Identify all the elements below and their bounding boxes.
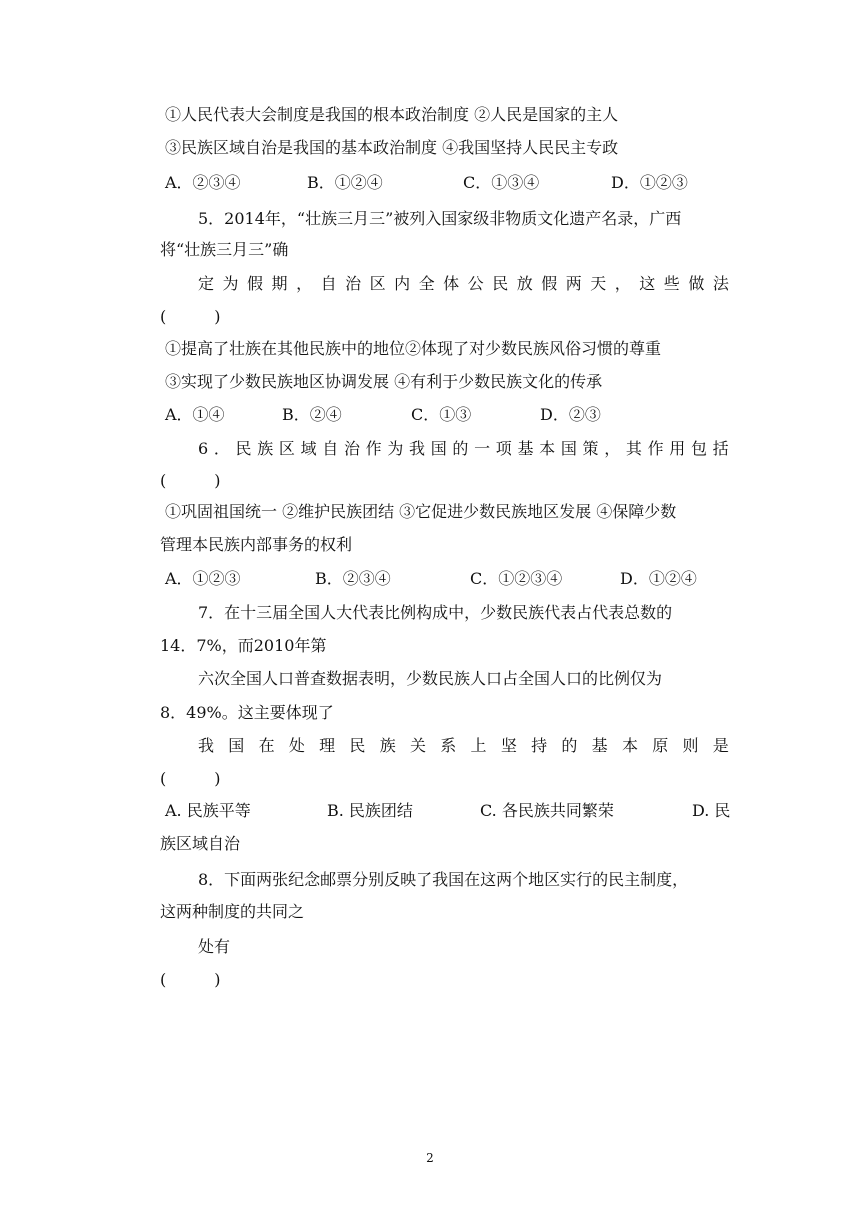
q4-option-line-1: ①人民代表大会制度是我国的根本政治制度 ②人民是国家的主人	[165, 105, 619, 124]
q8-stem-line-2: 这两种制度的共同之	[160, 902, 305, 921]
q6-choice-c: C．①②③④	[470, 569, 563, 588]
q4-choice-c: C．①③④	[463, 173, 540, 192]
q7-answer-paren: ( )	[160, 769, 221, 788]
q5-stem-line-3: 定 为 假 期 ， 自 治 区 内 全 体 公 民 放 假 两 天 ， 这 些 做 法	[198, 274, 729, 293]
q5-answer-paren: ( )	[160, 307, 221, 326]
q5-choice-d: D．②③	[540, 405, 601, 424]
q7-choice-c: C. 各民族共同繁荣	[480, 801, 614, 820]
q5-option-line-1: ①提高了壮族在其他民族中的地位②体现了对少数民族风俗习惯的尊重	[165, 339, 662, 358]
q8-answer-paren: ( )	[160, 970, 221, 989]
q6-stem-line-1: 6 ． 民 族 区 域 自 治 作 为 我 国 的 一 项 基 本 国 策 ， 其 作 用 包 括	[198, 439, 729, 458]
q6-option-line-2: 管理本民族内部事务的权利	[160, 535, 353, 554]
q7-choice-b: B. 民族团结	[327, 801, 413, 820]
q6-answer-paren: ( )	[160, 471, 221, 490]
q5-stem-line-1: 5．2014年，“壮族三月三”被列入国家级非物质文化遗产名录，广西	[198, 209, 682, 228]
q8-stem-line-1: 8．下面两张纪念邮票分别反映了我国在这两个地区实行的民主制度，	[198, 870, 689, 889]
q6-choice-a: A．①②③	[165, 569, 241, 588]
page-number: 2	[426, 1151, 434, 1165]
q5-choice-a: A．①④	[165, 405, 225, 424]
q8-stem-line-3: 处有	[198, 937, 231, 956]
q5-option-line-2: ③实现了少数民族地区协调发展 ④有利于少数民族文化的传承	[165, 372, 603, 391]
q7-stem-line-3: 六次全国人口普查数据表明，少数民族人口占全国人口的比例仅为	[198, 669, 663, 688]
q4-choice-b: B．①②④	[307, 173, 383, 192]
q4-choice-a: A．②③④	[165, 173, 241, 192]
q6-choice-b: B．②③④	[315, 569, 391, 588]
q6-choice-d: D．①②④	[620, 569, 697, 588]
q7-stem-line-5: 我 国 在 处 理 民 族 关 系 上 坚 持 的 基 本 原 则 是	[198, 736, 729, 755]
q7-choice-d: D. 民	[692, 801, 731, 820]
q7-stem-line-1: 7．在十三届全国人大代表比例构成中，少数民族代表占代表总数的	[198, 603, 673, 622]
q4-option-line-2: ③民族区域自治是我国的基本政治制度 ④我国坚持人民民主专政	[165, 138, 619, 157]
q6-option-line-1: ①巩固祖国统一 ②维护民族团结 ③它促进少数民族地区发展 ④保障少数	[165, 502, 677, 521]
q7-choice-d-continued: 族区域自治	[160, 834, 241, 853]
q5-choice-c: C．①③	[411, 405, 472, 424]
q5-stem-line-2: 将“壮族三月三”确	[160, 240, 289, 259]
q7-stem-line-4: 8．49%。这主要体现了	[160, 703, 334, 722]
q5-choice-b: B．②④	[282, 405, 342, 424]
q4-choice-d: D．①②③	[611, 173, 688, 192]
q7-stem-line-2: 14．7%，而2010年第	[160, 636, 327, 655]
q7-choice-a: A. 民族平等	[165, 801, 251, 820]
